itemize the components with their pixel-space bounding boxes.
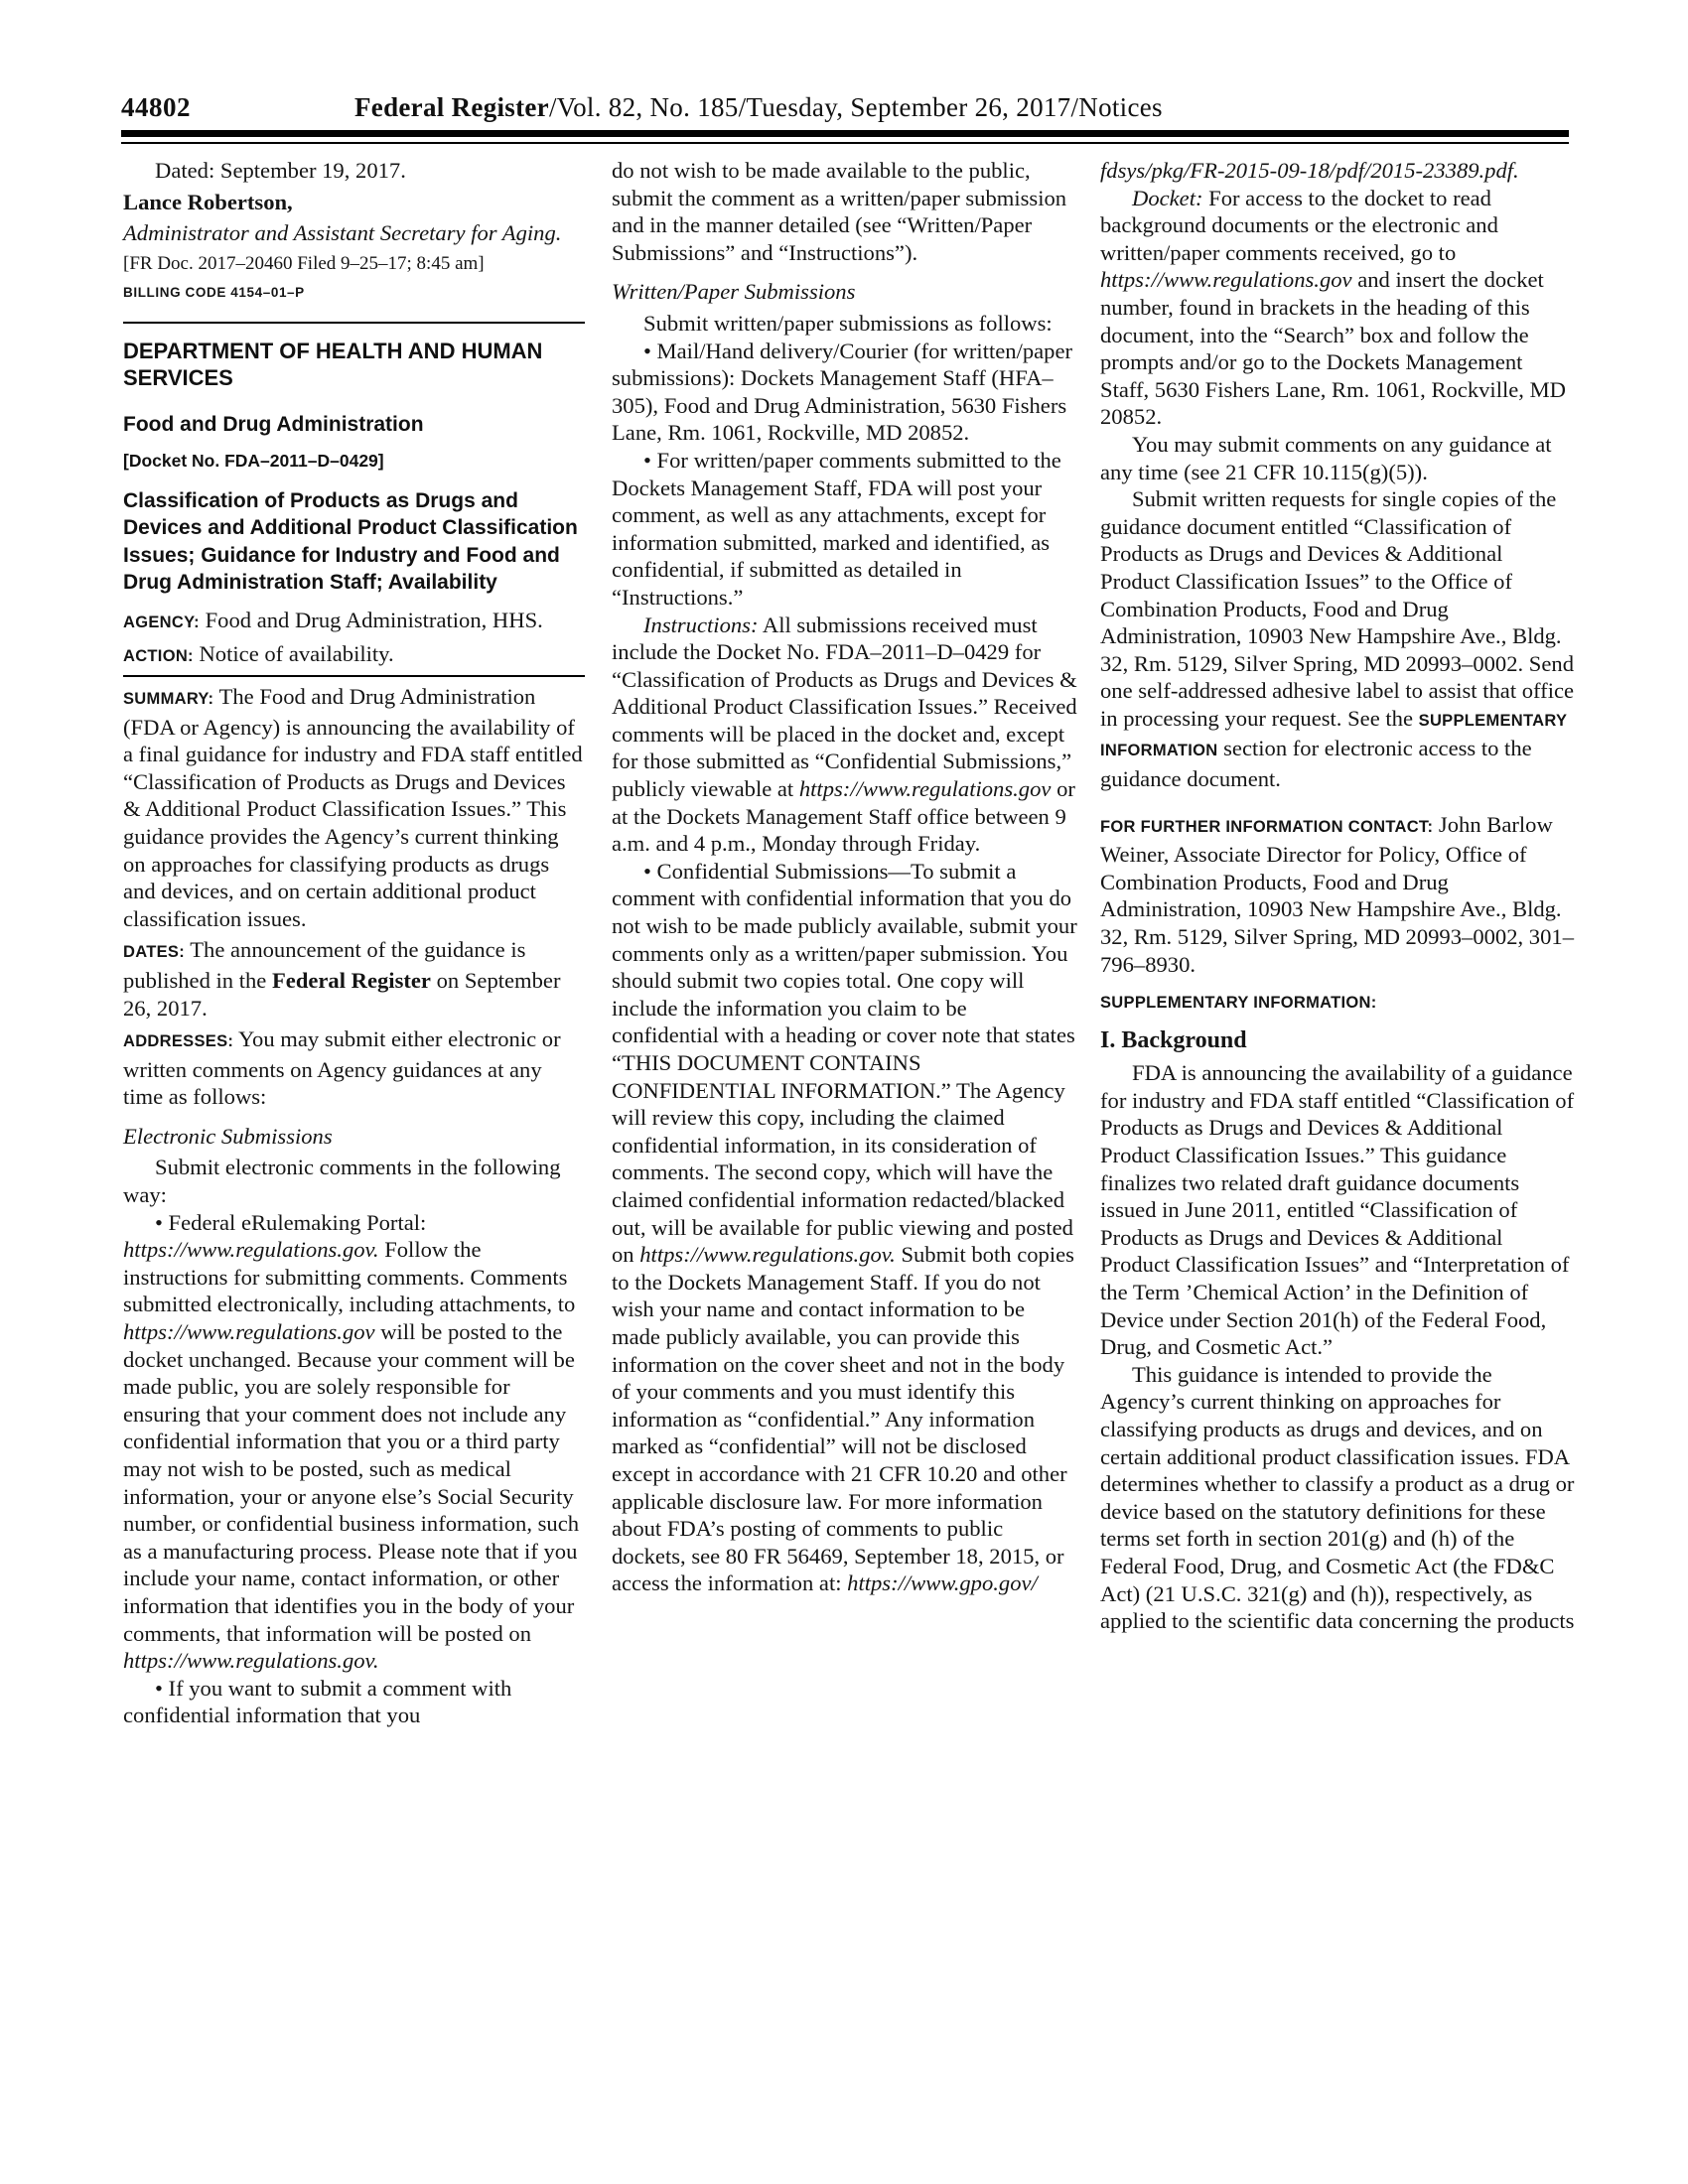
- action-label: ACTION:: [123, 647, 194, 666]
- caption-label: FOR FURTHER INFORMATION CONTACT:: [1100, 817, 1434, 836]
- body-text: This guidance is intended to provide the Agency’s current thinking on approaches for classifying products as drugs and devices, and on certain additional product classification issues. FDA determines whether to classify a product as a drug or device based on the statutory definitions for these terms set forth in section 201(g) and (h) of the Federal Food, Drug, and Cosmetic Act (the FD&C Act) (21 U.S.C. 321(g) and (h)), respectively, as applied to the scientific data concerning the products: [1100, 1361, 1575, 1634]
- url-text: https://www.regulations.gov.: [123, 1648, 379, 1674]
- italic-label: Docket:: [1132, 185, 1203, 210]
- header-rule-thick: [121, 130, 1569, 137]
- publication-line: [354, 87, 1163, 127]
- caption-label: ADDRESSES:: [123, 1032, 234, 1051]
- body-text: • Confidential Submissions—To submit a comment with confidential information that you do not wish to be made publicly available, submit your comments only as a written/paper submission. You should submit two copies total. One copy will include the information you claim to be confidential with a heading or cover note that states “THIS DOCUMENT CONTAINS CONFIDENTIAL INFORMATION.” The Agency will review this copy, including the claimed confidential information, in its consideration of comments. The second copy, which will have the claimed confidential information redacted/blacked out, will be available for public viewing and posted on: [612, 858, 1077, 1268]
- department-heading: DEPARTMENT OF HEALTH AND HUMAN SERVICES: [123, 338, 543, 390]
- signer-title: Administrator and Assistant Secretary for Aging.: [123, 220, 562, 246]
- body-text: section for electronic access to the guidance document.: [1100, 736, 1532, 792]
- url-text: https://www.regulations.gov.: [123, 1237, 379, 1263]
- action-text: Notice of availability.: [193, 641, 394, 667]
- summary-divider: [123, 675, 585, 677]
- addresses-paragraph: [123, 1025, 585, 1111]
- bullet-confidential-start: [123, 1675, 585, 1729]
- url-text: https://www.gpo.gov/: [847, 1570, 1038, 1596]
- body-text: Follow the instructions for submitting comments. Comments submitted electronically, including attachments, to: [123, 1237, 576, 1317]
- action-line: [123, 640, 585, 671]
- body-text: The announcement of the guidance is published in the: [123, 937, 526, 993]
- body-text: The Food and Drug Administration (FDA or Agency) is announcing the availability of a final guidance for industry and FDA staff entitled “Classification of Products as Drugs and Devices & Additional Product Classification Issues.” This guidance provides the Agency’s current thinking on approaches for classifying products as drugs and devices, and on certain additional product classification issues.: [123, 683, 583, 931]
- summary-paragraph: [123, 683, 585, 932]
- any-time-paragraph: [1100, 431, 1577, 485]
- url-text: https://www.regulations.gov.: [639, 1242, 896, 1268]
- body-text: on September 26, 2017.: [123, 967, 561, 1021]
- body-text: do not wish to be made available to the public, submit the comment as a written/paper submission and in the manner detailed (see “Written/Paper Submissions” and “Instructions”).: [612, 158, 1067, 265]
- background-paragraph-2: [1100, 1361, 1577, 1635]
- body-text: and insert the docket number, found in brackets in the heading of this document, into the “Search” box and follow the prompts and/or go to the Dockets Management Staff, 5630 Fishers Lane, Rm. 1061, Rockville, MD 20852.: [1100, 267, 1566, 430]
- body-text: • Mail/Hand delivery/Courier (for written/paper submissions): Dockets Management Staff (HFA–305), Food and Drug Administration, 5630 Fishers Lane, Rm. 1061, Rockville, MD 20852.: [612, 338, 1073, 446]
- header-rule-thin: [121, 142, 1569, 144]
- body-text: will be posted to the docket unchanged. Because your comment will be made public, you are solely responsible for ensuring that your comment does not include any confidential information that you or a third party may not wish to be posted, such as medical information, your or anyone else’s Social Security number, or confidential business information, such as a manufacturing process. Please note that if you include your name, contact information, or other information that identifies you in the body of your comments, that information will be posted on: [123, 1319, 580, 1646]
- column-1: [123, 157, 585, 1729]
- instructions-paragraph: [612, 612, 1078, 858]
- document-title: Classification of Products as Drugs and Devices and Additional Product Classification Issues; Guidance for Industry and Food and Drug Administration Staff; Availability: [123, 488, 578, 595]
- body-text: Submit both copies to the Dockets Management Staff. If you do not wish your name and contact information to be made publicly available, you can provide this information on the cover sheet and not in the body of your comments and you must identify this information as “confidential.” Any information marked as “confidential” will not be disclosed except in accordance with 21 CFR 10.20 and other applicable disclosure law. For more information about FDA’s posting of comments to public dockets, see 80 FR 56469, September 18, 2015, or access the information at:: [612, 1242, 1074, 1596]
- docket-paragraph: [1100, 185, 1577, 431]
- body-text: Submit written/paper submissions as follows:: [643, 310, 1053, 336]
- caption-label: SUPPLEMENTARY INFORMATION: [1100, 711, 1568, 760]
- electronic-submissions-heading: Electronic Submissions: [123, 1123, 333, 1149]
- body-text: Submit written requests for single copies of the guidance document entitled “Classification of Products as Drugs and Devices & Additional Product Classification Issues” to the Office of Combination Products, Food and Drug Administration, 10903 New Hampshire Ave., Bldg. 32, Rm. 5129, Silver Spring, MD 20993–0002. Send one self-addressed adhesive label to assist that office in processing your request. See the: [1100, 486, 1575, 731]
- dates-paragraph: [123, 936, 585, 1022]
- column-3: [1100, 157, 1577, 1635]
- dated-line: Dated: September 19, 2017.: [155, 158, 406, 183]
- publication-name: Federal Register: [354, 92, 549, 122]
- url-text: fdsys/pkg/FR-2015-09-18/pdf/2015-23389.pdf.: [1100, 158, 1519, 183]
- subagency-heading: Food and Drug Administration: [123, 412, 424, 436]
- body-text: Submit electronic comments in the following way:: [123, 1155, 561, 1208]
- body-text: • If you want to submit a comment with confidential information that you: [123, 1675, 512, 1728]
- written-submissions-heading: Written/Paper Submissions: [612, 279, 856, 305]
- fr-doc-line: [FR Doc. 2017–20460 Filed 9–25–17; 8:45 am]: [123, 252, 485, 274]
- electronic-intro: [123, 1154, 585, 1208]
- body-text: • For written/paper comments submitted to the Dockets Management Staff, FDA will post your comment, as well as any attachments, except for information submitted, marked and identified, as confidential, if submitted as detailed in “Instructions.”: [612, 447, 1061, 610]
- continuation-paragraph: [612, 157, 1078, 266]
- page-number: 44802: [121, 92, 191, 122]
- body-text: You may submit either electronic or written comments on Agency guidances at any time as follows:: [123, 1026, 561, 1110]
- url-text: https://www.regulations.gov: [1100, 267, 1352, 293]
- body-text: John Barlow Weiner, Associate Director for Policy, Office of Combination Products, Food and Drug Administration, 10903 New Hampshire Ave., Bldg. 32, Rm. 5129, Silver Spring, MD 20993–0002, 301–796–8930.: [1100, 811, 1574, 977]
- bullet-confidential-submissions: [612, 858, 1078, 1597]
- body-text: • Federal eRulemaking Portal:: [155, 1209, 427, 1235]
- running-head: [121, 87, 1569, 127]
- url-text: https://www.regulations.gov: [798, 776, 1052, 802]
- background-paragraph-1: [1100, 1059, 1577, 1361]
- contact-paragraph: [1100, 811, 1577, 979]
- body-text: or at the Dockets Management Staff office between 9 a.m. and 4 p.m., Monday through Friday.: [612, 776, 1075, 857]
- requests-paragraph: [1100, 485, 1577, 793]
- bullet-written-comments: [612, 447, 1078, 612]
- column-2: [612, 157, 1078, 1597]
- supplementary-information-label: SUPPLEMENTARY INFORMATION:: [1100, 994, 1377, 1013]
- body-text: FDA is announcing the availability of a guidance for industry and FDA staff entitled “Classification of Products as Drugs and Devices & Additional Product Classification Issues.” This guidance finalizes two related draft guidance documents issued in June 2011, entitled “Classification of Products as Drugs and Devices & Additional Product Classification Issues” and “Interpretation of the Term ’Chemical Action’ in the Definition of Device under Section 201(h) of the Federal Food, Drug, and Cosmetic Act.”: [1100, 1060, 1575, 1360]
- bullet-portal: [123, 1209, 585, 1675]
- written-intro: [612, 310, 1078, 338]
- docket-number: [Docket No. FDA–2011–D–0429]: [123, 450, 384, 471]
- agency-text: Food and Drug Administration, HHS.: [199, 607, 543, 632]
- url-text: https://www.regulations.gov: [123, 1319, 375, 1345]
- background-heading: I. Background: [1100, 1027, 1247, 1054]
- url-continuation: [1100, 157, 1577, 185]
- body-text: All submissions received must include the Docket No. FDA–2011–D–0429 for “Classification of Products as Drugs and Devices & Additional Product Classification Issues.” Received comments will be placed in the docket and, except for those submitted as “Confidential Submissions,” publicly viewable at: [612, 612, 1077, 802]
- issue-info: /Vol. 82, No. 185/Tuesday, September 26, 2017/Notices: [548, 92, 1163, 122]
- section-divider: [123, 322, 585, 324]
- bullet-mail-delivery: [612, 338, 1078, 447]
- caption-label: SUMMARY:: [123, 689, 214, 708]
- body-text: You may submit comments on any guidance at any time (see 21 CFR 10.115(g)(5)).: [1100, 431, 1552, 484]
- caption-label: DATES:: [123, 943, 185, 962]
- signer-name: Lance Robertson,: [123, 189, 293, 214]
- agency-label: AGENCY:: [123, 613, 200, 631]
- body-text: For access to the docket to read background documents or the electronic and written/paper comments received, go to: [1100, 185, 1498, 265]
- bold-text: Federal Register: [271, 967, 431, 993]
- agency-line: [123, 607, 585, 637]
- italic-label: Instructions:: [643, 612, 759, 637]
- billing-code: BILLING CODE 4154–01–P: [123, 284, 305, 300]
